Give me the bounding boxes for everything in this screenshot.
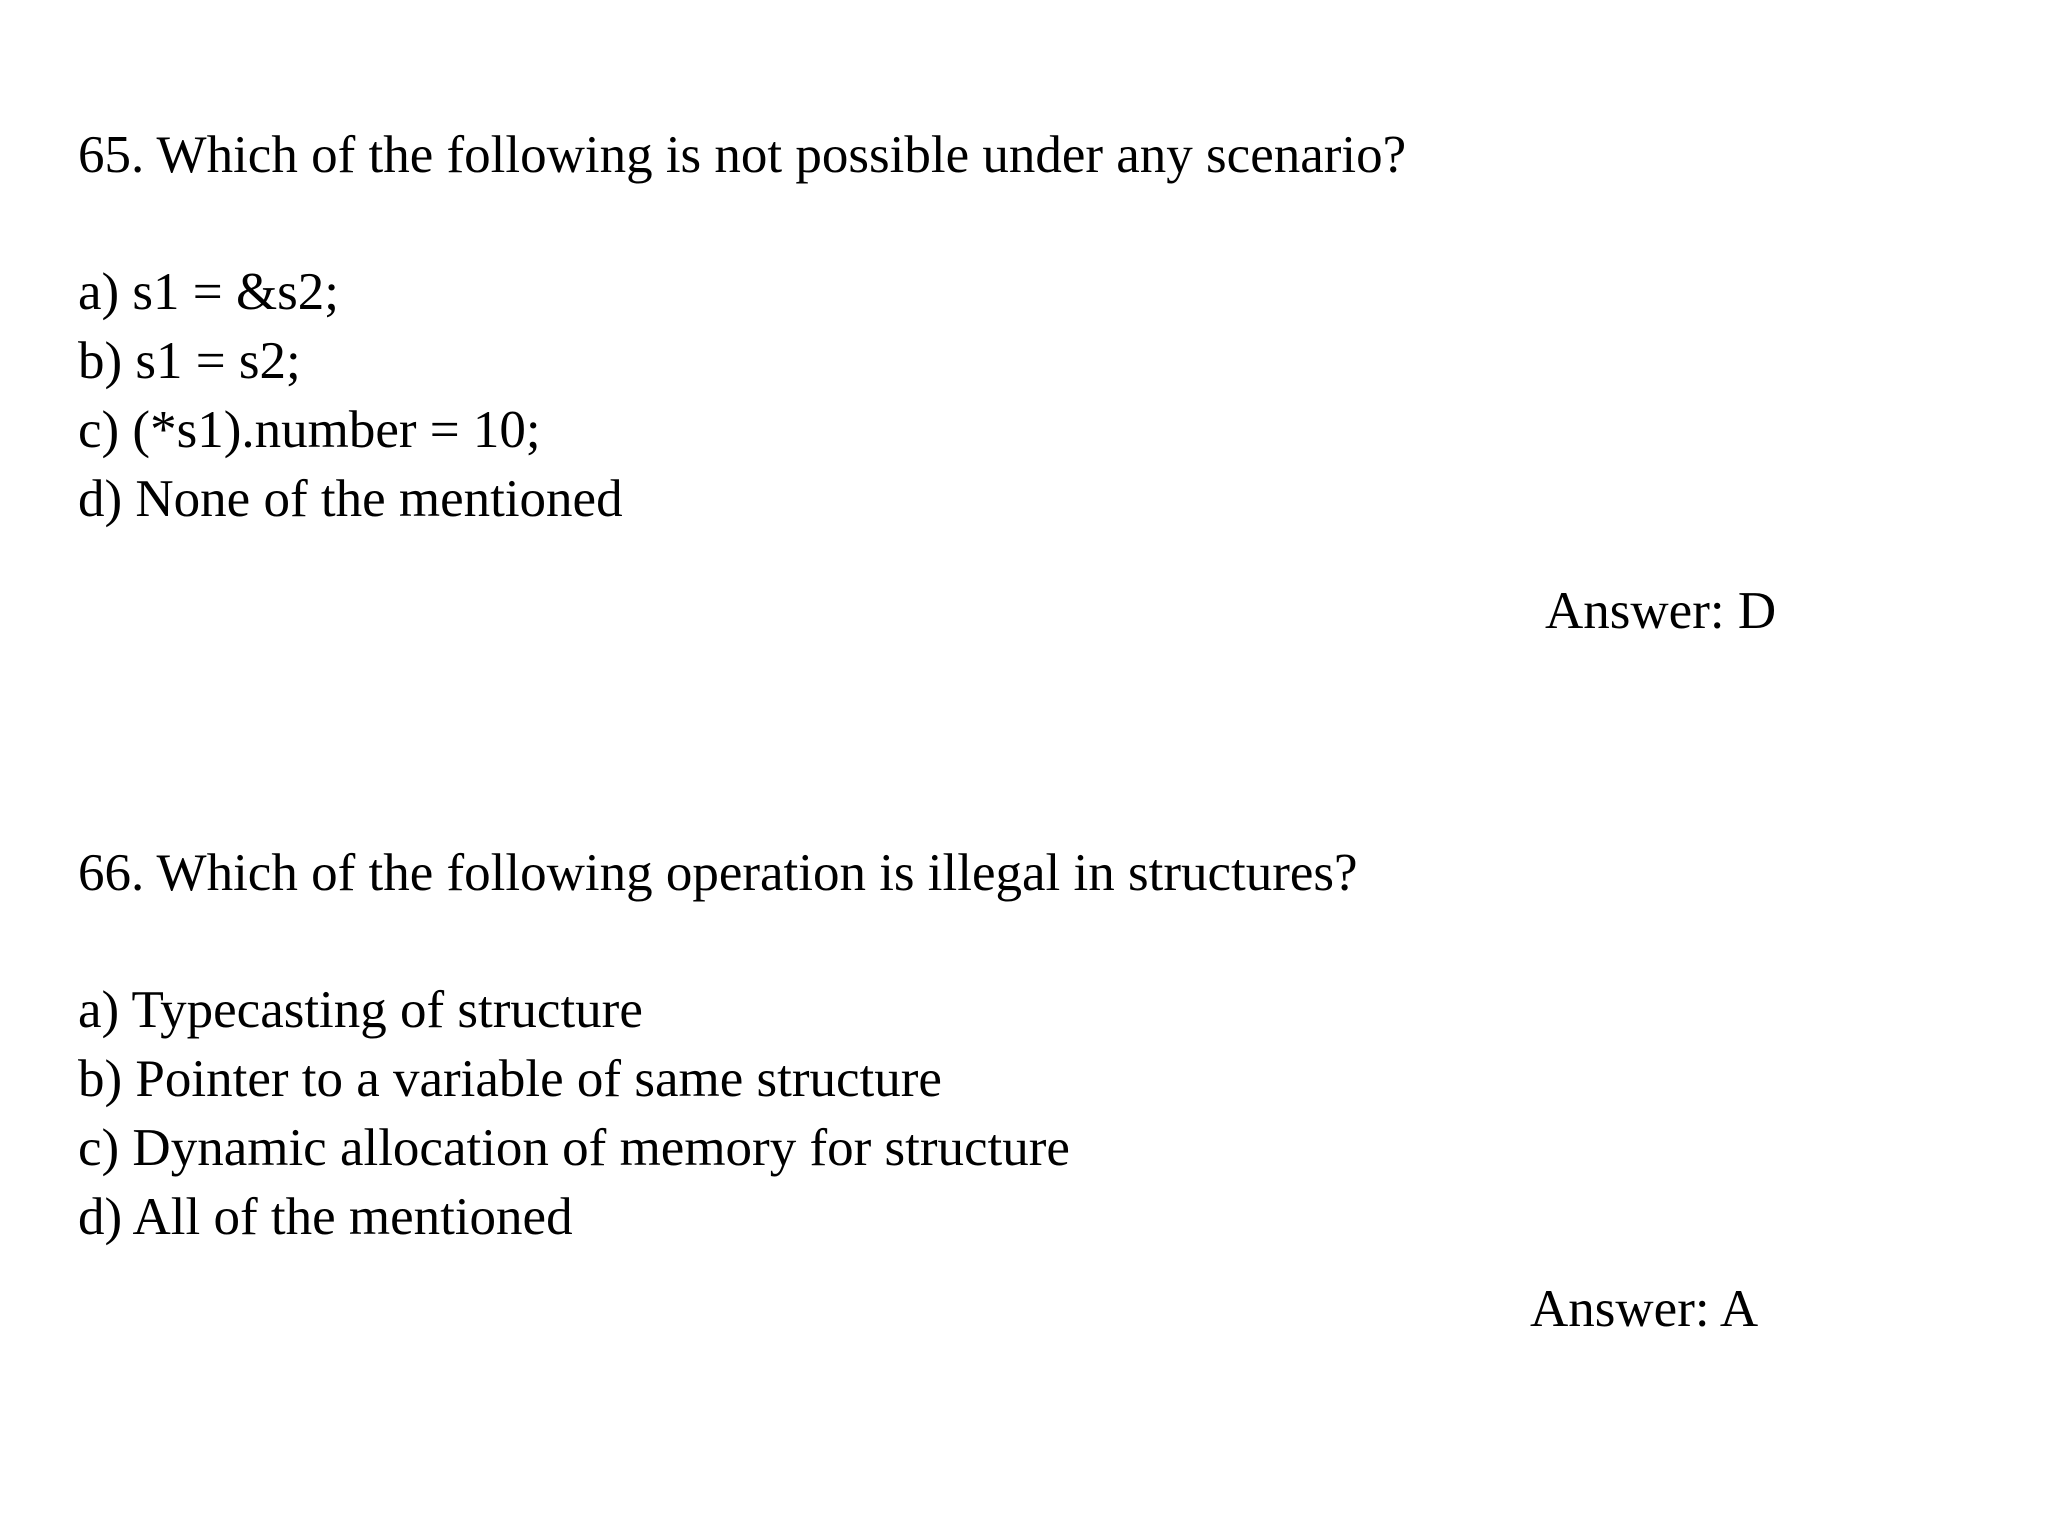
question-65-option-c: c) (*s1).number = 10;	[78, 401, 541, 459]
question-66-text: 66. Which of the following operation is illegal in structures?	[78, 844, 1358, 902]
question-66-option-b: b) Pointer to a variable of same structure	[78, 1050, 942, 1108]
question-66-option-c: c) Dynamic allocation of memory for structure	[78, 1119, 1070, 1177]
question-66-option-a: a) Typecasting of structure	[78, 981, 643, 1039]
question-65-option-a: a) s1 = &s2;	[78, 263, 340, 321]
question-65-answer: Answer: D	[1545, 582, 1777, 640]
question-66-options	[78, 976, 1070, 1252]
question-66-answer: Answer: A	[1530, 1280, 1759, 1338]
question-65-option-d: d) None of the mentioned	[78, 470, 623, 528]
question-65-option-b: b) s1 = s2;	[78, 332, 301, 390]
question-65-text: 65. Which of the following is not possible under any scenario?	[78, 126, 1407, 184]
question-66-option-d: d) All of the mentioned	[78, 1188, 573, 1246]
question-65-options	[78, 258, 623, 534]
